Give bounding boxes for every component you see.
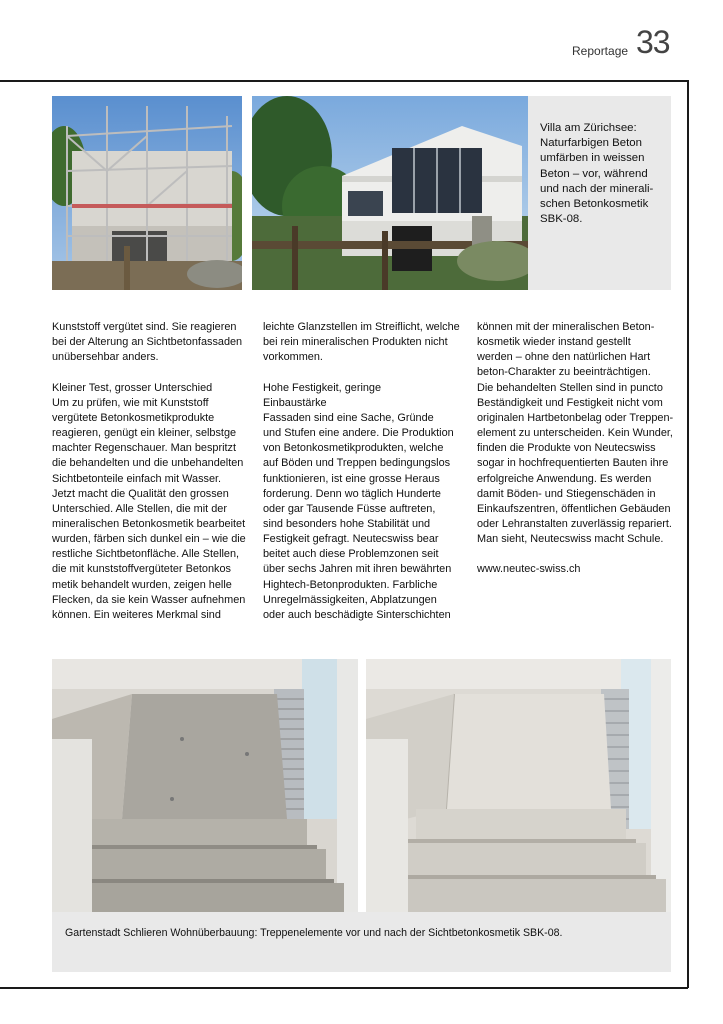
text-line: sogar in hochfrequentierten Bauten ihre: [477, 457, 669, 470]
text-line: sind besonders hohe Stabilität und: [263, 518, 431, 531]
text-line: Hightech-Betonprodukten. Farbliche: [263, 578, 438, 591]
text-column-1: [52, 320, 257, 623]
bottom-photo-caption: Gartenstadt Schlieren Wohnüberbauung: Treppenelemente vor und nach der Sichtbetonkosmetik SBK-08.: [65, 927, 563, 939]
bottom-photo-caption-box: [52, 912, 671, 972]
text-line: können mit der mineralischen Beton-: [477, 321, 655, 333]
text-line: bei rein mineralischen Produkten nicht: [263, 336, 448, 349]
text-line: Um zu prüfen, wie mit Kunststoff: [52, 396, 209, 409]
caption-line: schen Betonkosmetik: [540, 198, 649, 211]
paragraph-gap: [52, 365, 257, 380]
text-line: mineralischen Betonkosmetik bearbeitet: [52, 518, 246, 531]
text-line: funktionieren, ist eine grosse Heraus: [263, 472, 440, 485]
text-line: damit Böden- und Stiegenschäden in: [477, 487, 656, 500]
text-line: über sechs Jahren mit ihren bewährten: [263, 563, 452, 576]
text-line: Jetzt macht die Qualität den grossen: [52, 487, 229, 500]
text-line: bei der Alterung an Sichtbetonfassaden: [52, 336, 243, 349]
text-line: vergütete Betonkosmetikprodukte: [52, 411, 215, 424]
text-line: reagieren, genügt ein kleiner, selbstge: [52, 427, 237, 440]
text-line: Flecken, da sie kein Wasser aufnehmen: [52, 593, 246, 606]
text-line: metik behandelt wurden, zeigen helle: [52, 578, 232, 591]
text-line: werden – ohne den natürlichen Hart: [477, 351, 651, 364]
text-line: element zu unterscheiden. Kein Wunder,: [477, 427, 673, 440]
caption-line: und nach der minerali-: [540, 182, 654, 195]
text-line: www.neutec-swiss.ch: [477, 563, 581, 576]
text-line: Man sieht, Neutecswiss macht Schule.: [477, 533, 664, 546]
text-column-2: [263, 320, 473, 623]
top-photo-caption: [540, 121, 668, 227]
text-line: und Stufen eine andere. Die Produktion: [263, 427, 454, 440]
text-line: Kleiner Test, grosser Unterschied: [52, 381, 213, 394]
text-line: erfolgreiche Anwendung. Es werden: [477, 472, 652, 485]
text-line: Einbaustärke: [263, 396, 327, 409]
text-column-3: [477, 320, 687, 578]
text-line: Unregelmässigkeiten, Abplatzungen: [263, 593, 437, 606]
caption-line: Beton – vor, während: [540, 167, 648, 180]
text-line: die behandelten und die unbehandelten: [52, 457, 244, 470]
text-line: vorkommen.: [263, 351, 323, 364]
text-line: die mit kunststoffvergüteter Betonkos: [52, 563, 231, 576]
text-line: machter Regenschauer. Man bespritzt: [52, 442, 237, 455]
caption-line: Villa am Zürichsee:: [540, 122, 637, 134]
paragraph-gap: [477, 547, 687, 562]
frame-bottom-rule: [0, 987, 688, 989]
text-line: originalen Hartbetonbelag oder Treppen-: [477, 411, 674, 424]
text-line: Einkaufszentren, öffentlichen Gebäuden: [477, 502, 671, 515]
text-line: oder gar Tausende Füsse auftreten,: [263, 502, 436, 515]
caption-line: SBK-08.: [540, 213, 583, 226]
text-line: Beständigkeit und Festigkeit nicht vom: [477, 396, 663, 409]
text-line: Festigkeit gefragt. Neutecswiss bear: [263, 533, 439, 546]
page-number: 33: [636, 24, 670, 60]
text-line: Kunststoff vergütet sind. Sie reagieren: [52, 321, 237, 333]
text-line: oder Lehranstalten zuverlässig repariert.: [477, 518, 672, 531]
photo-scaffolding-building: [52, 96, 242, 290]
text-line: Sichtbetonteile einfach mit Wasser.: [52, 472, 222, 485]
text-line: oder auch beschädigte Sinterschichten: [263, 608, 451, 621]
frame-right-rule: [687, 80, 689, 988]
photo-villa-zuerichsee: [252, 96, 528, 290]
caption-line: umfärben in weissen: [540, 152, 645, 165]
text-line: Hohe Festigkeit, geringe: [263, 381, 382, 394]
text-line: Unterschied. Alle Stellen, die mit der: [52, 502, 227, 515]
text-line: Die behandelten Stellen sind in puncto: [477, 381, 663, 394]
text-line: wurden, färben sich dunkel ein – wie die: [52, 533, 246, 546]
text-line: finden die Produkte von Neutecswiss: [477, 442, 656, 455]
text-line: von Betonkosmetikprodukten, welche: [263, 442, 444, 455]
photo-stairs-after: [366, 659, 671, 912]
text-line: können. Ein weiteres Merkmal sind: [52, 608, 221, 621]
text-line: restliche Sichtbetonfläche. Alle Stellen,: [52, 548, 240, 561]
caption-line: Naturfarbigen Beton: [540, 137, 642, 150]
paragraph-gap: [263, 365, 473, 380]
photo-stairs-before: [52, 659, 358, 912]
text-line: Fassaden sind eine Sache, Gründe: [263, 411, 434, 424]
text-line: beton-Charakter zu beeinträchtigen.: [477, 366, 651, 379]
frame-top-rule: [0, 80, 688, 82]
text-line: forderung. Denn wo täglich Hunderte: [263, 487, 441, 500]
text-line: leichte Glanzstellen im Streiflicht, welche: [263, 321, 460, 333]
section-label: Reportage: [572, 44, 629, 58]
text-line: kosmetik wieder instand gestellt: [477, 336, 631, 349]
text-line: auf Böden und Treppen bedingungslos: [263, 457, 451, 470]
text-line: beitet auch diese Problemzonen seit: [263, 548, 439, 561]
text-line: unübersehbar anders.: [52, 351, 159, 364]
